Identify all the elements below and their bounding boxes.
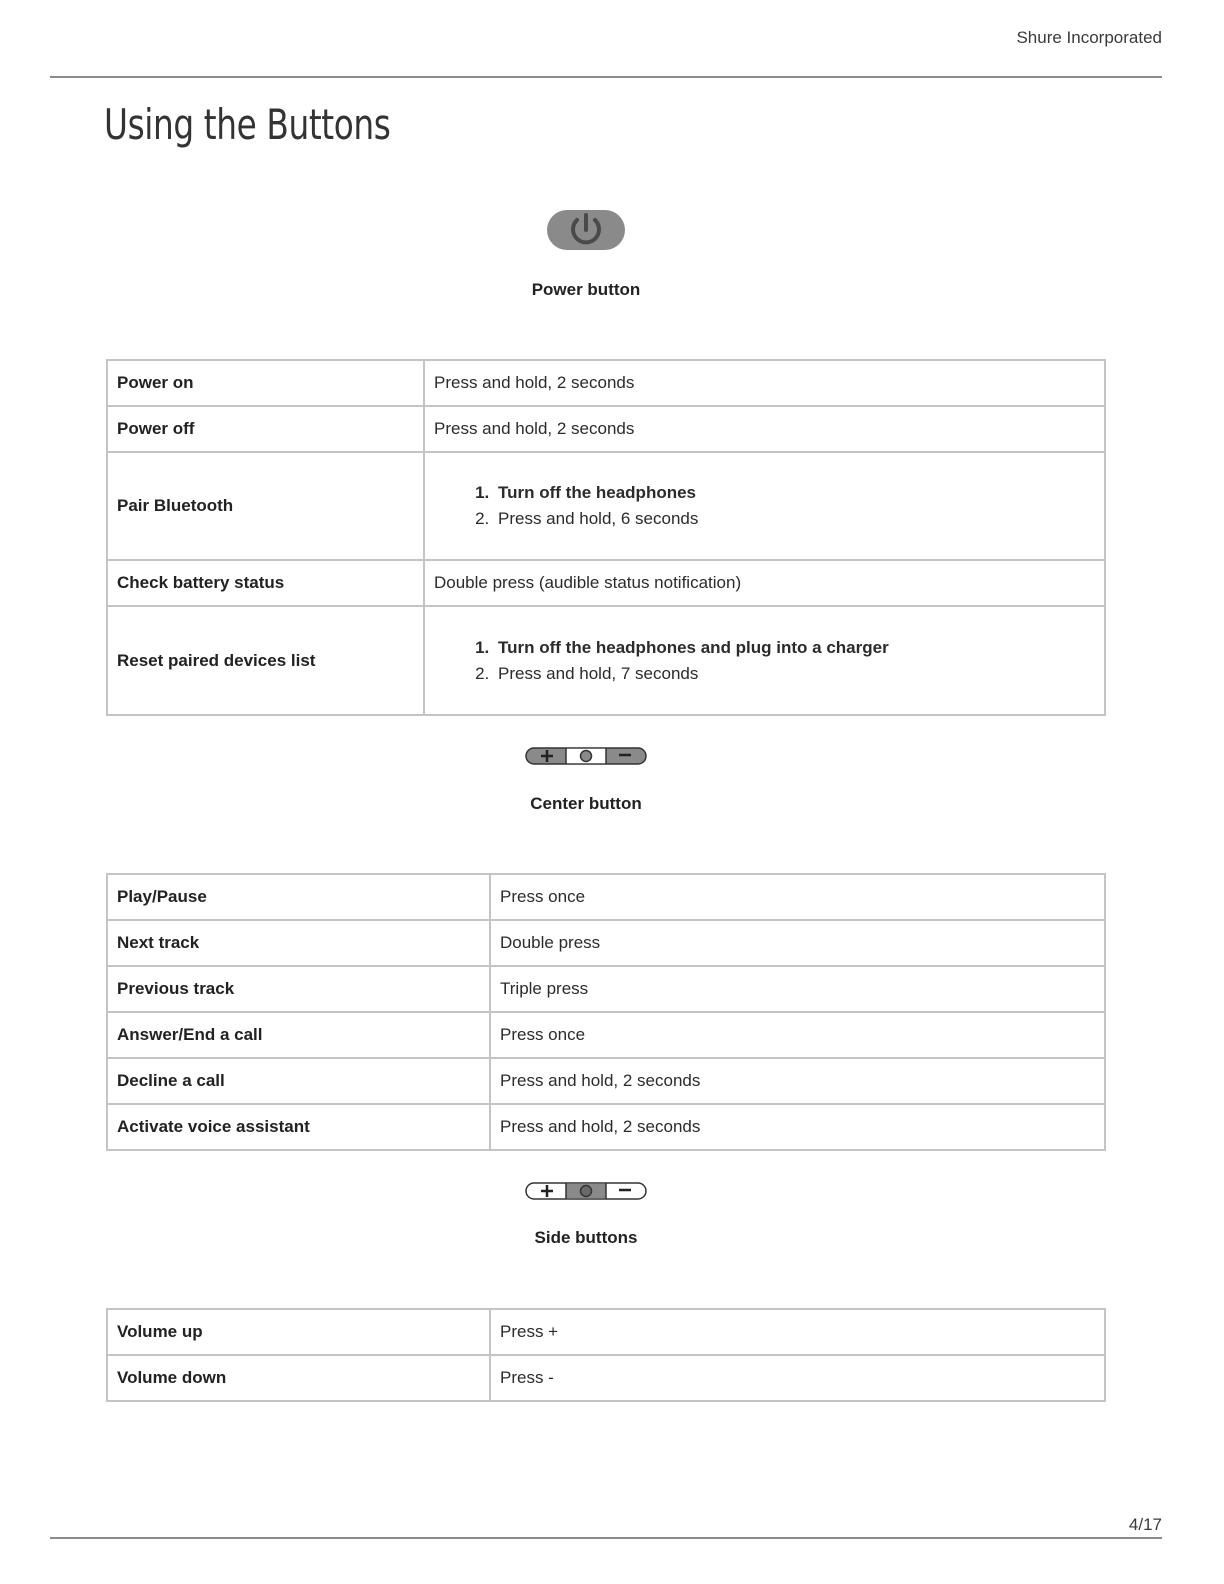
power-button-caption: Power button bbox=[531, 280, 641, 299]
table-row bbox=[107, 452, 1105, 560]
step-item: 1. Turn off the headphones bbox=[494, 480, 1095, 506]
action-cell: Activate voice assistant bbox=[107, 1104, 490, 1150]
step-item: 2. Press and hold, 7 seconds bbox=[494, 661, 1095, 687]
method-cell: Press - bbox=[490, 1355, 1105, 1401]
table-row bbox=[107, 606, 1105, 715]
method-cell: Press and hold, 2 seconds bbox=[424, 406, 1105, 452]
method-cell: Press and hold, 2 seconds bbox=[424, 360, 1105, 406]
method-cell: Press once bbox=[490, 874, 1105, 920]
method-cell: Double press bbox=[490, 920, 1105, 966]
step-item: 1. Turn off the headphones and plug into a charger bbox=[494, 635, 1095, 661]
method-cell: Press and hold, 2 seconds bbox=[490, 1058, 1105, 1104]
page-title: Using the Buttons bbox=[104, 100, 391, 149]
side-buttons-caption: Side buttons bbox=[534, 1228, 638, 1247]
power-button-icon bbox=[546, 209, 626, 251]
table-row bbox=[107, 560, 1105, 606]
action-cell: Power on bbox=[107, 360, 424, 406]
method-cell: Press and hold, 2 seconds bbox=[490, 1104, 1105, 1150]
action-cell: Power off bbox=[107, 406, 424, 452]
action-cell: Reset paired devices list bbox=[107, 606, 424, 715]
table-row bbox=[107, 966, 1105, 1012]
action-cell: Previous track bbox=[107, 966, 490, 1012]
center-button-caption: Center button bbox=[530, 794, 642, 813]
action-cell: Volume down bbox=[107, 1355, 490, 1401]
side-buttons-figure bbox=[0, 1182, 1172, 1200]
control-strip-side-icon bbox=[525, 1182, 647, 1200]
company-name: Shure Incorporated bbox=[1016, 28, 1162, 47]
table-row bbox=[107, 1355, 1105, 1401]
action-cell: Play/Pause bbox=[107, 874, 490, 920]
method-cell: Double press (audible status notification) bbox=[424, 560, 1105, 606]
header-rule bbox=[50, 76, 1162, 78]
table-row bbox=[107, 1012, 1105, 1058]
power-button-table bbox=[106, 359, 1106, 716]
table-row bbox=[107, 406, 1105, 452]
table-row bbox=[107, 920, 1105, 966]
step-item: 2. Press and hold, 6 seconds bbox=[494, 506, 1095, 532]
table-row bbox=[107, 874, 1105, 920]
power-button-figure bbox=[0, 209, 1172, 251]
steps-list bbox=[434, 480, 1095, 532]
table-row bbox=[107, 360, 1105, 406]
action-cell: Pair Bluetooth bbox=[107, 452, 424, 560]
center-button-figure bbox=[0, 747, 1172, 765]
footer-rule bbox=[50, 1537, 1162, 1539]
method-cell: Triple press bbox=[490, 966, 1105, 1012]
control-strip-center-icon bbox=[525, 747, 647, 765]
action-cell: Volume up bbox=[107, 1309, 490, 1355]
page-number: 4/17 bbox=[1128, 1515, 1162, 1534]
action-cell: Next track bbox=[107, 920, 490, 966]
action-cell: Answer/End a call bbox=[107, 1012, 490, 1058]
table-row bbox=[107, 1309, 1105, 1355]
steps-list bbox=[434, 635, 1095, 687]
method-cell bbox=[424, 452, 1105, 560]
action-cell: Check battery status bbox=[107, 560, 424, 606]
side-buttons-table bbox=[106, 1308, 1106, 1402]
table-row bbox=[107, 1104, 1105, 1150]
method-cell: Press + bbox=[490, 1309, 1105, 1355]
method-cell bbox=[424, 606, 1105, 715]
method-cell: Press once bbox=[490, 1012, 1105, 1058]
center-button-table bbox=[106, 873, 1106, 1151]
action-cell: Decline a call bbox=[107, 1058, 490, 1104]
table-row bbox=[107, 1058, 1105, 1104]
